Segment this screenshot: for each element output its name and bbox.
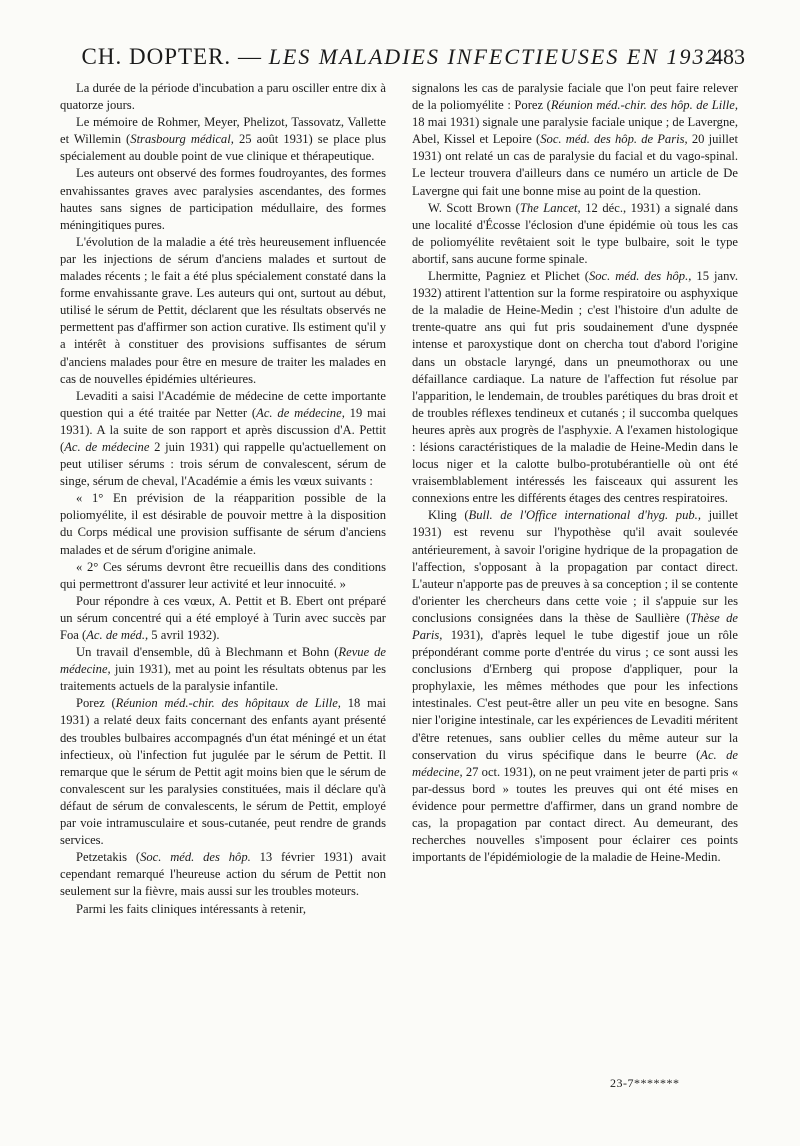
paragraph bbox=[60, 593, 386, 644]
running-title bbox=[82, 44, 719, 69]
text: 12 déc., 1931) a signalé dans une localité d'Écosse l'éclosion d'une épidémie où tous les cas de poliomyélite revêtaient soit le type bulbaire, soit le type abortif, sans aucune forme spinale. bbox=[412, 200, 738, 266]
paragraph bbox=[60, 114, 386, 165]
text: Les auteurs ont observé des formes foudroyantes, des formes envahissantes graves avec paralysies ascendantes, des formes hautes sans signes de participation médullaire, des formes méningitiques pures. bbox=[60, 166, 386, 232]
text: Levaditi a saisi l'Académie de médecine de cette importante question qui a été traitée par Netter ( bbox=[60, 388, 386, 420]
paragraph bbox=[412, 80, 738, 200]
paragraph bbox=[60, 559, 386, 593]
text: Pour répondre à ces vœux, A. Pettit et B. Ebert ont préparé un sérum concentré qui a été employé à Turin avec succès par Foa ( bbox=[60, 593, 386, 642]
citation: Bull. de l'Office international d'hyg. pub., bbox=[468, 508, 701, 523]
text: 1931), d'après lequel le tube digestif joue un rôle prépondérant comme porte d'entrée du virus ; ce sont aussi les conclusions d'Ernberg qui propose d'appliquer, pour la prophylaxie, les mêmes méthodes que pour les infections intestinales. C'est peut-être aller un peu vite en besogne. Sans nier l'origine intestinale, car les expériences de Levaditi méritent d'être retenues, sans oublier celles du même auteur sur la conservation du virus spécifique dans le beurre ( bbox=[412, 628, 738, 762]
printer-code: 23-7******* bbox=[610, 1076, 680, 1090]
text: La durée de la période d'incubation a paru osciller entre dix à quatorze jours. bbox=[60, 81, 386, 113]
text: 5 avril 1932). bbox=[148, 628, 220, 642]
text: 2 juin 1931) qui rappelle qu'actuellement on peut utiliser sérums : trois sérum de convalescent, sérum de singe, sérum de cheval, l'Académie a émis les vœux suivants : bbox=[60, 439, 386, 489]
text: Kling ( bbox=[428, 508, 469, 523]
citation: Revue de médecine, bbox=[60, 645, 387, 677]
text: 15 janv. 1932) attirent l'attention sur la forme respiratoire ou asphyxique de la maladie de Heine-Medin ; c'est l'histoire d'un adulte de trente-quatre ans qui fut pris soudainement d'une dyspnée intense et paroxystique dont on chercha tout d'abord l'origine dans un obstacle laryngé, dans un pneumothorax ou une défaillance cardiaque. La nature de l'affection fut résolue par l'apparition, le lendemain, de troubles parétiques du bras droit et de troubles réflexes tendineux et cutanés ; il succomba quelques heures après aux progrès de l'asphyxie. A l'examen histologique : lésions caractéristiques de la maladie de Heine-Medin dans le locus niger et la calotte bulbo-protubérantielle où ont été vraisemblablement intéressés les faisceaux qui assurent les connexions entre les différents étages des centres respiratoires. bbox=[412, 269, 738, 506]
paragraph bbox=[60, 234, 386, 388]
text: 27 oct. 1931), on ne peut vraiment jeter de parti pris « par-dessus bord » toutes les preuves qui ont été mises en évidence pour permettre d'affirmer, dans un grand nombre de cas, la propagation par contact direct. Au demeurant, des recherches nouvelles s'imposent pour éclairer ces points importants de l'épidémiologie de la maladie de Heine-Medin. bbox=[412, 764, 738, 865]
text: juin 1931), met au point les résultats obtenus par les traitements actuels de la paralysie infantile. bbox=[60, 662, 386, 694]
text: Petzetakis ( bbox=[76, 850, 141, 865]
paragraph bbox=[60, 901, 386, 918]
citation: The Lancet, bbox=[519, 200, 581, 215]
text: Le mémoire de Rohmer, Meyer, Phelizot, Tassovatz, Vallette et Willemin ( bbox=[60, 115, 386, 147]
paragraph bbox=[412, 268, 738, 507]
text: 18 mai 1931) signale une paralysie faciale unique ; de Lavergne, Abel, Kissel et Lepoire ( bbox=[412, 115, 738, 147]
citation: Ac. de médecine, bbox=[412, 747, 738, 779]
text: W. Scott Brown ( bbox=[428, 200, 520, 215]
paragraph bbox=[412, 507, 738, 866]
citation: Ac. de méd., bbox=[86, 628, 149, 642]
citation: Strasbourg médical, bbox=[130, 132, 234, 147]
text: 19 mai 1931). A la suite de son rapport et après discussion d'A. Pettit ( bbox=[60, 405, 387, 454]
text: juillet 1931) est revenu sur l'hypothèse qu'il avait soulevée antérieurement, à savoir l'origine hydrique de la propagation de l'affection, s'opposant à la propagation par contact direct. L'auteur n'apporte pas de preuves à sa conception ; il se contente d'orienter les chercheurs dans cette voie ; il s'appuie sur les conclusions consignées dans la thèse de Saullière ( bbox=[412, 508, 739, 625]
paragraph bbox=[412, 200, 738, 268]
running-header bbox=[55, 44, 745, 78]
citation: Ac. de médecine bbox=[64, 439, 150, 454]
header-title: LES MALADIES INFECTIEUSES EN 1932 bbox=[268, 44, 719, 69]
text: signalons les cas de paralysie faciale que l'on peut faire relever de la poliomyélite : Porez ( bbox=[412, 81, 738, 113]
text: L'évolution de la maladie a été très heureusement influencée par les injections de sérum d'anciens malades et surtout de malades récents ; le fait a été plus spécialement constaté dans la forme envahissante grave. Les auteurs qui ont, surtout au début, utilisé le sérum de Pettit, déclarent que les résultats observés ne permettent pas d'affirmer son action curative. Ils estiment qu'il y a intérêt à constituer des provisions suffisantes de sérum d'anciens malades pour être en mesure de traiter les malades en cas de nouvelles épidémies ultérieures. bbox=[60, 234, 386, 386]
citation: Soc. méd. des hôp. de Paris, bbox=[540, 132, 688, 147]
citation: Soc. méd. des hôp., bbox=[588, 269, 692, 284]
citation: Soc. méd. des hôp. bbox=[140, 850, 251, 865]
text: Parmi les faits cliniques intéressants à retenir, bbox=[76, 901, 306, 916]
paragraph bbox=[60, 388, 386, 491]
text: Lhermitte, Pagniez et Plichet ( bbox=[428, 269, 589, 284]
text: 20 juillet 1931) ont relaté un cas de paralysie du facial et du vago-spinal. Le lecteur trouvera d'ailleurs dans ce numéro un article de De Lavergne qui fait une bonne mise au point de la question. bbox=[412, 132, 738, 198]
header-dash: — bbox=[237, 44, 262, 69]
citation: Réunion méd.-chir. des hôpitaux de Lille, bbox=[115, 696, 341, 711]
text: 25 août 1931) se place plus spécialement au double point de vue clinique et thérapeutique. bbox=[60, 132, 386, 164]
citation: Ac. de médecine, bbox=[256, 405, 345, 420]
citation: Thèse de Paris, bbox=[412, 610, 739, 642]
text: Un travail d'ensemble, dû à Blechmann et Bohn ( bbox=[76, 645, 339, 660]
paragraph bbox=[60, 80, 386, 114]
text: « 1° En prévision de la réapparition possible de la poliomyélite, il est désirable de pouvoir mettre à la disposition du Corps médical une provision suffisante de sérum d'anciens malades et de sérum d'origine animale. bbox=[60, 491, 386, 557]
right-column bbox=[412, 80, 738, 866]
page-number: 483 bbox=[712, 44, 745, 69]
paragraph bbox=[60, 490, 386, 558]
header-author: CH. DOPTER. bbox=[81, 44, 232, 69]
paragraph bbox=[60, 644, 386, 695]
text: 13 février 1931) avait cependant remarqué l'heureuse action du sérum de Pettit non seulement sur la fièvre, mais aussi sur les troubles moteurs. bbox=[60, 850, 386, 899]
paragraph bbox=[60, 695, 386, 849]
text: 18 mai 1931) a relaté deux faits concernant des enfants ayant présenté des troubles bulbaires accompagnés d'un état méningé et un état infectieux, où l'infection fut jugulée par le sérum de Pettit. Il remarque que le sérum de Pettit agit moins bien que le sérum de convalescent sur les paralysies constituées, mais il déclare qu'à défaut de sérum de convalescents, le sérum de Pettit, employé par voie intramusculaire et sous-cutanée, peut rendre de grands services. bbox=[60, 696, 386, 848]
text: Porez ( bbox=[76, 696, 116, 711]
paragraph bbox=[60, 165, 386, 233]
paragraph bbox=[60, 849, 386, 900]
text: « 2° Ces sérums devront être recueillis dans des conditions qui permettront d'assurer leur activité et leur innocuité. » bbox=[60, 559, 386, 591]
left-column bbox=[60, 80, 386, 918]
citation: Réunion méd.-chir. des hôp. de Lille, bbox=[550, 98, 738, 113]
